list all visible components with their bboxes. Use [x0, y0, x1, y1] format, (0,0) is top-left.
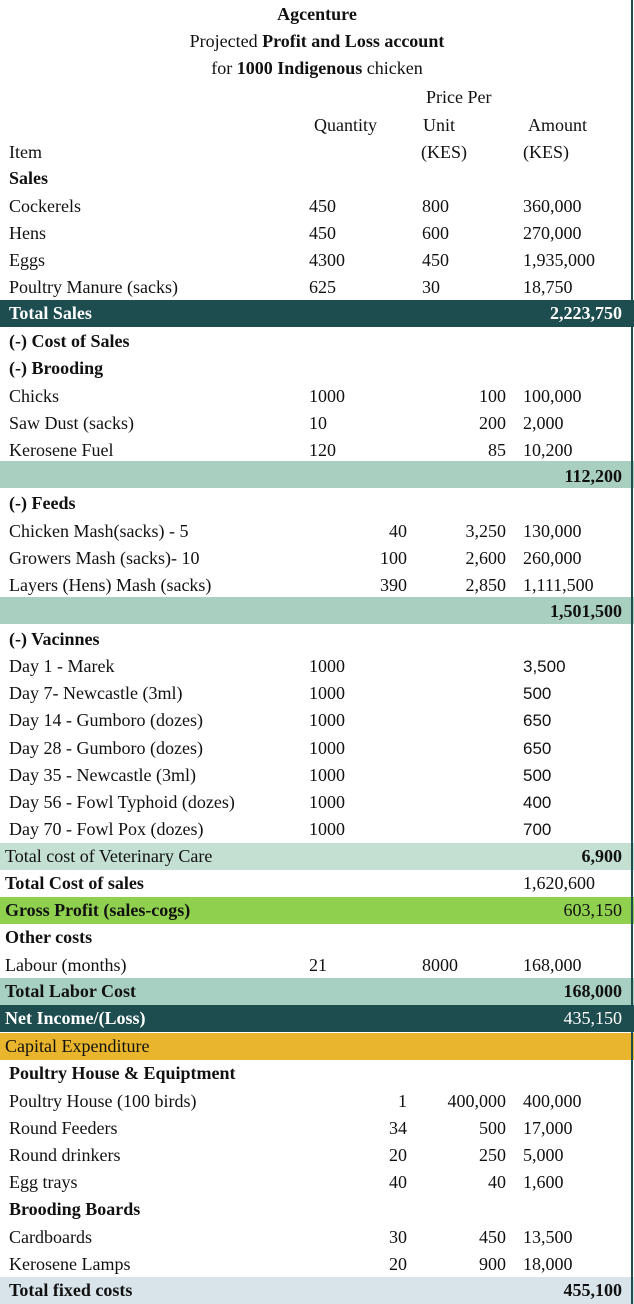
- total-fixed-costs-value: 455,100: [563, 1280, 622, 1300]
- vaccines-heading: (-) Vacinnes: [9, 629, 100, 649]
- item-label: Kerosene Lamps: [9, 1254, 131, 1274]
- table-row: [0, 545, 634, 572]
- feeds-heading: (-) Feeds: [9, 493, 76, 513]
- price-value: 500: [479, 1118, 506, 1138]
- price-value: 450: [422, 250, 449, 270]
- total-fixed-costs-row: [0, 1277, 634, 1304]
- sales-heading: Sales: [9, 168, 49, 188]
- price-value: 250: [479, 1145, 506, 1165]
- item-label: Poultry Manure (sacks): [9, 277, 178, 297]
- item-label: Day 35 - Newcastle (3ml): [9, 765, 196, 785]
- brooding-heading-row: [0, 355, 634, 382]
- qty-value: 40: [389, 521, 407, 541]
- item-label: Round drinkers: [9, 1145, 121, 1165]
- amount-value: 1,111,500: [523, 575, 594, 595]
- amount-value: 400,000: [523, 1091, 582, 1111]
- amount-value: 13,500: [523, 1227, 573, 1247]
- brooding-subtotal-value: 112,200: [564, 466, 622, 486]
- qty-value: 40: [389, 1172, 407, 1192]
- table-row: [0, 735, 634, 762]
- column-header-row-3: [0, 139, 634, 166]
- feeds-subtotal-row: [0, 597, 634, 624]
- vaccines-heading-row: [0, 626, 634, 653]
- total-cost-of-sales-value: 1,620,600: [523, 873, 595, 893]
- amount-value: 18,000: [523, 1254, 573, 1274]
- qty-value: 1000: [309, 683, 345, 703]
- col-quantity: Quantity: [314, 115, 377, 135]
- boards-heading-row: [0, 1196, 634, 1223]
- qty-value: 450: [309, 223, 336, 243]
- amount-value: 10,200: [523, 440, 573, 460]
- capex-heading-row: [0, 1033, 634, 1060]
- vet-care-total-value: 6,900: [581, 846, 622, 866]
- table-row: [0, 383, 634, 410]
- house-heading-row: [0, 1060, 634, 1087]
- column-header-row-1: [0, 84, 634, 111]
- capex-heading: Capital Expenditure: [5, 1036, 150, 1056]
- amount-value: 1,600: [523, 1172, 564, 1192]
- qty-value: 30: [389, 1227, 407, 1247]
- company-name: Agcenture: [277, 4, 357, 24]
- item-label: Day 56 - Fowl Typhoid (dozes): [9, 792, 235, 812]
- table-row: [0, 247, 634, 274]
- item-label: Kerosene Fuel: [9, 440, 114, 460]
- qty-value: 625: [309, 277, 336, 297]
- qty-value: 34: [389, 1118, 407, 1138]
- item-label: Day 14 - Gumboro (dozes): [9, 710, 203, 730]
- total-labor-value: 168,000: [563, 981, 622, 1001]
- table-row: [0, 220, 634, 247]
- total-sales-value: 2,223,750: [550, 303, 622, 323]
- item-label: Layers (Hens) Mash (sacks): [9, 575, 212, 595]
- report-subtitle-bold: 1000 Indigenous: [236, 58, 363, 78]
- amount-value: 168,000: [523, 955, 582, 975]
- price-value: 450: [479, 1227, 506, 1247]
- item-label: Day 28 - Gumboro (dozes): [9, 738, 203, 758]
- vet-care-total-label: Total cost of Veterinary Care: [5, 846, 213, 866]
- item-label: Chicken Mash(sacks) - 5: [9, 521, 189, 541]
- col-price-line2: Unit: [423, 115, 456, 135]
- sales-heading-row: [0, 165, 634, 192]
- item-label: Eggs: [9, 250, 45, 270]
- report-title: [0, 31, 634, 52]
- amount-value: 2,000: [523, 413, 564, 433]
- cost-of-sales-heading: (-) Cost of Sales: [9, 331, 130, 351]
- price-value: 400,000: [447, 1091, 506, 1111]
- table-row: [0, 952, 634, 979]
- table-row: [0, 816, 634, 843]
- total-fixed-costs-label: Total fixed costs: [9, 1280, 133, 1300]
- item-label: Saw Dust (sacks): [9, 413, 134, 433]
- boards-heading: Brooding Boards: [9, 1199, 141, 1219]
- amount-value: 5,000: [523, 1145, 564, 1165]
- amount-value: 650: [523, 739, 552, 758]
- qty-value: 20: [389, 1145, 407, 1165]
- table-row: [0, 437, 634, 464]
- brooding-subtotal-row: [0, 461, 634, 488]
- amount-value: 360,000: [523, 196, 582, 216]
- price-value: 3,250: [465, 521, 506, 541]
- qty-value: 1000: [309, 792, 345, 812]
- qty-value: 4300: [309, 250, 345, 270]
- amount-value: 18,750: [523, 277, 573, 297]
- item-label: Growers Mash (sacks)- 10: [9, 548, 200, 568]
- price-value: 800: [422, 196, 449, 216]
- qty-value: 100: [380, 548, 407, 568]
- amount-value: 500: [523, 766, 552, 785]
- report-subtitle-post: chicken: [362, 58, 423, 78]
- amount-value: 100,000: [523, 386, 582, 406]
- table-row: [0, 1224, 634, 1251]
- col-price-line1: Price Per: [426, 87, 492, 107]
- amount-value: 3,500: [523, 657, 566, 676]
- item-label: Round Feeders: [9, 1118, 118, 1138]
- amount-value: 17,000: [523, 1118, 573, 1138]
- item-label: Egg trays: [9, 1172, 78, 1192]
- table-row: [0, 1142, 634, 1169]
- item-label: Cardboards: [9, 1227, 92, 1247]
- total-labor-label: Total Labor Cost: [5, 981, 137, 1001]
- report-title-pre: Projected: [189, 31, 263, 51]
- table-row: [0, 193, 634, 220]
- report-subtitle-pre: for: [211, 58, 237, 78]
- vet-care-total-row: [0, 843, 634, 870]
- qty-value: 120: [309, 440, 336, 460]
- amount-value: 400: [523, 793, 552, 812]
- qty-value: 1000: [309, 819, 345, 839]
- price-value: 200: [479, 413, 506, 433]
- item-label: Chicks: [9, 386, 60, 406]
- qty-value: 1000: [309, 710, 345, 730]
- gross-profit-label: Gross Profit (sales-cogs): [5, 900, 191, 920]
- table-row: [0, 653, 634, 680]
- feeds-heading-row: [0, 490, 634, 517]
- total-sales-row: [0, 300, 634, 327]
- qty-value: 1000: [309, 765, 345, 785]
- table-row: [0, 789, 634, 816]
- table-row: [0, 762, 634, 789]
- table-row: [0, 1115, 634, 1142]
- feeds-subtotal-value: 1,501,500: [550, 601, 622, 621]
- item-label: Labour (months): [5, 955, 127, 975]
- total-cost-of-sales-row: [0, 870, 634, 897]
- qty-value: 1: [398, 1091, 407, 1111]
- other-costs-heading-row: [0, 924, 634, 951]
- amount-value: 650: [523, 711, 552, 730]
- qty-value: 1000: [309, 656, 345, 676]
- report-title-bold: Profit and Loss account: [262, 31, 445, 51]
- col-amount-line1: Amount: [528, 115, 588, 135]
- item-label: Hens: [9, 223, 46, 243]
- col-item: Item: [9, 142, 42, 162]
- amount-value: 260,000: [523, 548, 582, 568]
- price-value: 900: [479, 1254, 506, 1274]
- price-value: 8000: [422, 955, 458, 975]
- qty-value: 21: [309, 955, 327, 975]
- net-income-label: Net Income/(Loss): [5, 1008, 146, 1028]
- table-row: [0, 274, 634, 301]
- qty-value: 1000: [309, 386, 345, 406]
- total-sales-label: Total Sales: [9, 303, 92, 323]
- price-value: 2,850: [465, 575, 506, 595]
- item-label: Cockerels: [9, 196, 81, 216]
- price-value: 85: [488, 440, 506, 460]
- price-value: 30: [422, 277, 440, 297]
- other-costs-heading: Other costs: [5, 927, 93, 947]
- item-label: Poultry House (100 birds): [9, 1091, 197, 1111]
- amount-value: 1,935,000: [523, 250, 595, 270]
- table-row: [0, 1088, 634, 1115]
- right-border: [631, 0, 633, 1304]
- table-row: [0, 572, 634, 599]
- amount-value: 500: [523, 684, 552, 703]
- net-income-value: 435,150: [563, 1008, 622, 1028]
- col-amount-line2: (KES): [523, 142, 569, 162]
- qty-value: 390: [380, 575, 407, 595]
- amount-value: 700: [523, 820, 552, 839]
- qty-value: 450: [309, 196, 336, 216]
- net-income-row: [0, 1005, 634, 1032]
- qty-value: 1000: [309, 738, 345, 758]
- table-row: [0, 410, 634, 437]
- table-row: [0, 707, 634, 734]
- table-row: [0, 518, 634, 545]
- total-cost-of-sales-label: Total Cost of sales: [5, 873, 144, 893]
- column-header-row-2: [0, 112, 634, 139]
- qty-value: 10: [309, 413, 327, 433]
- amount-value: 270,000: [523, 223, 582, 243]
- qty-value: 20: [389, 1254, 407, 1274]
- amount-value: 130,000: [523, 521, 582, 541]
- col-price-line3: (KES): [421, 142, 467, 162]
- gross-profit-row: [0, 897, 634, 924]
- price-value: 40: [488, 1172, 506, 1192]
- item-label: Day 1 - Marek: [9, 656, 115, 676]
- table-row: [0, 1169, 634, 1196]
- total-labor-row: [0, 978, 634, 1005]
- house-heading: Poultry House & Equiptment: [9, 1063, 236, 1083]
- price-value: 600: [422, 223, 449, 243]
- price-value: 100: [479, 386, 506, 406]
- price-value: 2,600: [465, 548, 506, 568]
- table-row: [0, 1251, 634, 1278]
- table-row: [0, 680, 634, 707]
- item-label: Day 7- Newcastle (3ml): [9, 683, 183, 703]
- brooding-heading: (-) Brooding: [9, 358, 104, 378]
- report-subtitle: [0, 58, 634, 79]
- gross-profit-value: 603,150: [563, 900, 622, 920]
- item-label: Day 70 - Fowl Pox (dozes): [9, 819, 204, 839]
- cost-of-sales-heading-row: [0, 328, 634, 355]
